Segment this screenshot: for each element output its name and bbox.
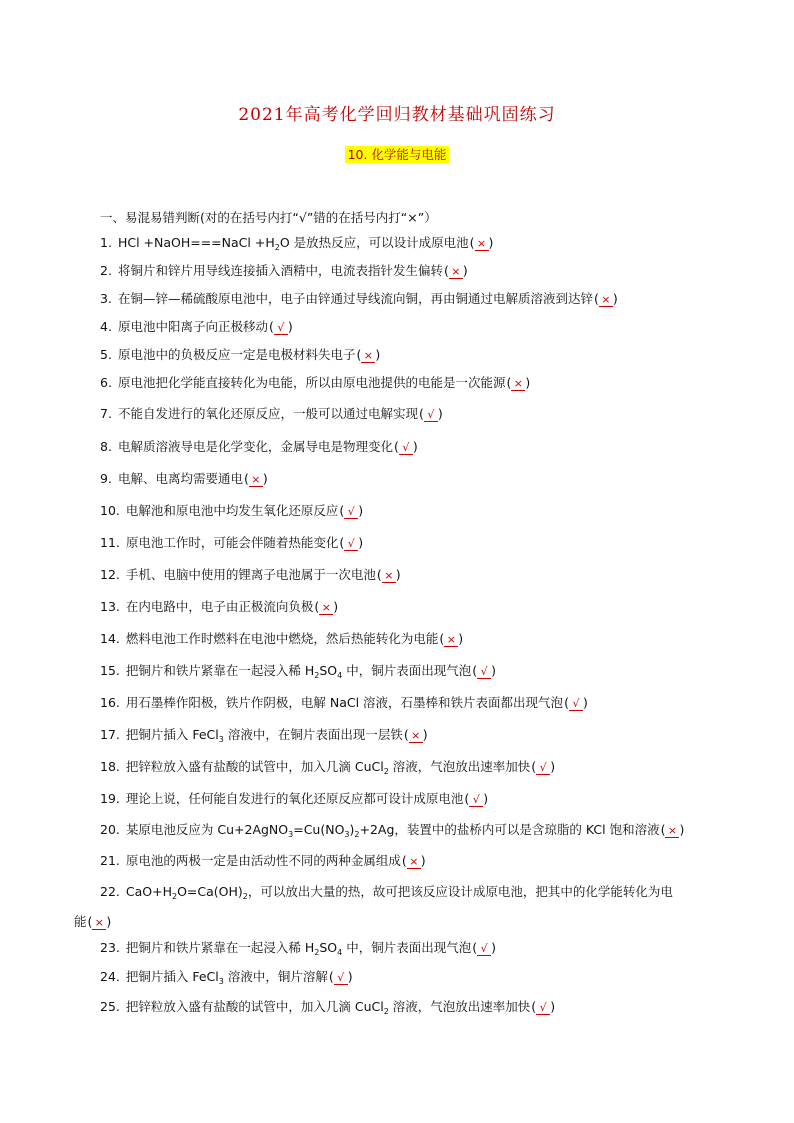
cross-mark: ×: [599, 293, 613, 307]
paren-open: (: [339, 535, 345, 550]
paren-open: (: [87, 914, 93, 929]
paren-open: (: [356, 347, 362, 362]
paren-open: (: [403, 727, 409, 742]
subscript: 2: [383, 767, 389, 776]
answer-parentheses: [394, 439, 418, 455]
paren-open: (: [564, 695, 569, 710]
question-item: [100, 661, 730, 679]
text-run: 电解、电离均需要通电: [117, 471, 243, 486]
subscript: 2: [383, 1007, 389, 1016]
paren-open: (: [531, 759, 537, 774]
paren-close: ): [395, 567, 401, 582]
question-text: [126, 663, 471, 678]
answer-parentheses: [594, 291, 618, 307]
question-number: 22.: [100, 884, 120, 899]
question-text: [126, 535, 339, 550]
question-item: [74, 877, 730, 937]
question-text: [118, 347, 356, 362]
answer-parentheses: [464, 791, 488, 807]
check-mark: √: [477, 942, 491, 956]
subscript: 3: [344, 830, 350, 839]
question-item: [100, 469, 730, 487]
question-number: 12.: [100, 567, 120, 582]
paren-close: ): [612, 291, 618, 306]
paren-open: (: [472, 940, 478, 955]
text-run: 电解质溶液导电是化学变化，金属导电是物理变化: [117, 439, 393, 454]
check-mark: √: [334, 971, 348, 985]
question-number: 16.: [100, 695, 120, 710]
question-number: 1.: [100, 235, 112, 250]
page-title: 2021年高考化学回归教材基础巩固练习: [238, 105, 556, 125]
cross-mark: ×: [444, 633, 458, 647]
paren-close: ): [679, 822, 685, 837]
paren-open: (: [376, 567, 382, 582]
subscript: 3: [218, 735, 224, 744]
text-run: O=Ca(OH): [177, 884, 243, 899]
check-mark: √: [274, 321, 288, 335]
paren-close: ): [491, 663, 496, 678]
answer-parentheses: [404, 727, 428, 743]
answer-parentheses: [329, 969, 353, 985]
text-run: 中，铜片表面出现气泡: [342, 940, 472, 955]
text-run: =Cu(NO: [293, 822, 345, 837]
text-run: 不能自发进行的氧化还原反应，一般可以通过电解实现: [117, 406, 418, 421]
paren-open: (: [328, 969, 334, 984]
text-run: 原电池把化学能直接转化为电能，所以由原电池提供的电能是一次能源: [117, 375, 506, 390]
question-text: [118, 375, 506, 390]
cross-mark: ×: [319, 601, 333, 615]
question-item: [100, 404, 730, 422]
question-text: [126, 631, 439, 646]
question-item: [100, 533, 730, 551]
question-text: [118, 291, 593, 306]
text-run: 燃料电池工作时燃料在电池中燃烧，然后热能转化为电能: [125, 631, 439, 646]
question-text: [126, 884, 673, 899]
text-run: SO: [319, 663, 338, 678]
paren-open: (: [506, 375, 512, 390]
paren-open: (: [439, 631, 445, 646]
cross-mark: ×: [475, 237, 489, 251]
question-text: [126, 940, 471, 955]
question-number: 20.: [100, 822, 120, 837]
answer-parentheses: [472, 663, 496, 679]
text-run: ): [349, 822, 355, 837]
question-number: 2.: [100, 263, 112, 278]
question-item: [100, 501, 730, 519]
question-number: 24.: [100, 969, 120, 984]
question-number: 19.: [100, 791, 120, 806]
answer-parentheses: [419, 406, 443, 422]
question-item: [100, 261, 730, 279]
cross-mark: ×: [449, 265, 463, 279]
paren-close: ): [525, 375, 531, 390]
paren-close: ): [106, 914, 112, 929]
text-run: 把铜片和铁片紧靠在一起浸入稀 H: [125, 940, 315, 955]
check-mark: √: [344, 505, 358, 519]
subscript: 2: [314, 948, 320, 957]
question-number: 11.: [100, 535, 120, 550]
question-item: [100, 437, 730, 455]
answer-parentheses: [377, 567, 401, 583]
answer-parentheses: [339, 535, 363, 551]
text-run: 某原电池反应为 Cu+2AgNO: [125, 822, 289, 837]
paren-close: ): [491, 940, 496, 955]
paren-open: (: [268, 319, 274, 334]
answer-parentheses: [472, 940, 496, 956]
question-item: [100, 233, 730, 251]
question-item: [100, 967, 730, 985]
question-item: [100, 725, 730, 743]
question-text: [118, 235, 469, 250]
text-run: 电解池和原电池中均发生氧化还原反应: [125, 503, 339, 518]
paren-close: ): [488, 235, 494, 250]
question-text: [126, 503, 339, 518]
subtitle-wrap: [0, 146, 794, 164]
question-item: [100, 373, 730, 391]
question-number: 23.: [100, 940, 120, 955]
text-run: +2Ag，装置中的盐桥内可以是含琼脂的 KCl 饱和溶液: [359, 822, 660, 837]
answer-parentheses: [244, 471, 268, 487]
subscript: 2: [242, 892, 248, 901]
answer-parentheses: [439, 631, 463, 647]
text-run: 原电池的两极一定是由活动性不同的两种金属组成: [125, 853, 401, 868]
question-number: 25.: [100, 999, 120, 1014]
answer-parentheses: [661, 822, 685, 838]
text-run: 把锌粒放入盛有盐酸的试管中，加入几滴 CuCl: [125, 999, 384, 1014]
check-mark: √: [569, 697, 583, 711]
question-number: 8.: [100, 439, 112, 454]
answer-parentheses: [356, 347, 380, 363]
question-item: [100, 851, 730, 869]
question-text: [118, 319, 268, 334]
question-text: [126, 999, 530, 1014]
text-run: 原电池中的负极反应一定是电极材料失电子: [117, 347, 356, 362]
check-mark: √: [477, 665, 491, 679]
check-mark: √: [424, 408, 438, 422]
question-item: [100, 597, 730, 615]
text-run: 手机、电脑中使用的锂离子电池属于一次电池: [125, 567, 376, 582]
question-number: 13.: [100, 599, 120, 614]
question-text: [126, 822, 660, 837]
cross-mark: ×: [407, 855, 421, 869]
text-run: 中，铜片表面出现气泡: [342, 663, 472, 678]
answer-parentheses: [339, 503, 363, 519]
check-mark: √: [469, 793, 483, 807]
paren-open: (: [472, 663, 478, 678]
question-text: [126, 759, 530, 774]
question-number: 15.: [100, 663, 120, 678]
paren-close: ): [375, 347, 381, 362]
text-run: 溶液中，铜片溶解: [223, 969, 328, 984]
paren-close: ): [422, 727, 428, 742]
paren-open: (: [443, 263, 449, 278]
paren-close: ): [462, 263, 468, 278]
paren-close: ): [582, 695, 588, 710]
paren-close: ): [550, 759, 556, 774]
text-run: 把铜片和铁片紧靠在一起浸入稀 H: [125, 663, 315, 678]
answer-parentheses: [402, 853, 426, 869]
text-run: HCl +NaOH===NaCl +H: [117, 235, 275, 250]
question-number: 5.: [100, 347, 112, 362]
question-number: 4.: [100, 319, 112, 334]
subscript: 4: [337, 671, 343, 680]
text-run: 溶液，气泡放出速率加快: [388, 759, 531, 774]
text-run: 在铜—锌—稀硫酸原电池中，电子由锌通过导线流向铜，再由铜通过电解质溶液到达锌: [117, 291, 593, 306]
text-run: ，可以放出大量的热，故可把该反应设计成原电池，把其中的化学能转化为电: [247, 884, 673, 899]
check-mark: √: [536, 761, 550, 775]
subscript: 2: [354, 830, 360, 839]
subscript: 2: [314, 671, 320, 680]
text-run: 能: [74, 914, 87, 929]
page-subtitle: 10. 化学能与电能: [345, 146, 450, 163]
answer-parentheses: [314, 599, 338, 615]
cross-mark: ×: [92, 916, 106, 930]
question-number: 17.: [100, 727, 120, 742]
paren-open: (: [464, 791, 470, 806]
question-text: [118, 471, 243, 486]
text-run: CaO+H: [125, 884, 172, 899]
cross-mark: ×: [249, 473, 263, 487]
subscript: 4: [337, 948, 343, 957]
cross-mark: ×: [511, 377, 525, 391]
cross-mark: ×: [361, 349, 375, 363]
cross-mark: ×: [382, 569, 396, 583]
paren-close: ): [458, 631, 464, 646]
question-text: [126, 727, 403, 742]
subscript: 2: [274, 243, 280, 252]
paren-open: (: [401, 853, 407, 868]
text-run: O 是放热反应，可以设计成原电池: [279, 235, 469, 250]
question-number: 14.: [100, 631, 120, 646]
answer-parentheses: [470, 235, 494, 251]
question-number: 3.: [100, 291, 112, 306]
question-text: [126, 791, 464, 806]
cross-mark: ×: [409, 729, 423, 743]
paren-open: (: [339, 503, 345, 518]
paren-close: ): [287, 319, 293, 334]
paren-close: ): [358, 503, 364, 518]
question-number: 21.: [100, 853, 120, 868]
paren-close: ): [483, 791, 489, 806]
question-item: [100, 757, 730, 775]
paren-open: (: [243, 471, 249, 486]
subscript: 3: [218, 977, 224, 986]
question-number: 9.: [100, 471, 112, 486]
paren-open: (: [393, 439, 399, 454]
question-item: [100, 629, 730, 647]
answer-parentheses: [444, 263, 468, 279]
paren-open: (: [660, 822, 666, 837]
question-text-continued: [74, 907, 730, 937]
text-run: 用石墨棒作阳极，铁片作阴极，电解 NaCl 溶液，石墨棒和铁片表面都出现气泡: [125, 695, 564, 710]
paren-close: ): [412, 439, 418, 454]
text-run: 原电池中阳离子向正极移动: [117, 319, 268, 334]
paren-close: ): [550, 999, 556, 1014]
paren-close: ): [420, 853, 426, 868]
paren-open: (: [469, 235, 475, 250]
text-run: 溶液，气泡放出速率加快: [388, 999, 531, 1014]
question-text: [118, 406, 418, 421]
paren-close: ): [437, 406, 443, 421]
text-run: SO: [319, 940, 338, 955]
paren-close: ): [358, 535, 364, 550]
question-item: [100, 820, 730, 838]
text-run: 理论上说，任何能自发进行的氧化还原反应都可设计成原电池: [125, 791, 464, 806]
text-run: 原电池工作时，可能会伴随着热能变化: [125, 535, 339, 550]
text-run: 把铜片插入 FeCl: [125, 727, 219, 742]
question-item: [100, 938, 730, 956]
question-text: [126, 853, 401, 868]
paren-open: (: [593, 291, 599, 306]
question-item: [100, 565, 730, 583]
check-mark: √: [344, 537, 358, 551]
question-text: [126, 695, 563, 710]
paren-open: (: [314, 599, 320, 614]
check-mark: √: [399, 441, 413, 455]
answer-parentheses: [564, 695, 588, 711]
answer-parentheses: [269, 319, 293, 335]
question-text: [126, 969, 328, 984]
question-item: [100, 789, 730, 807]
question-item: [100, 693, 730, 711]
paren-close: ): [347, 969, 353, 984]
answer-parentheses: [531, 759, 555, 775]
text-run: 将铜片和锌片用导线连接插入酒精中，电流表指针发生偏转: [117, 263, 443, 278]
question-text: [126, 567, 376, 582]
question-number: 18.: [100, 759, 120, 774]
subscript: 3: [288, 830, 294, 839]
question-item: [100, 345, 730, 363]
text-run: 在内电路中，电子由正极流向负极: [125, 599, 314, 614]
text-run: 把铜片插入 FeCl: [125, 969, 219, 984]
text-run: 溶液中，在铜片表面出现一层铁: [223, 727, 403, 742]
paren-open: (: [418, 406, 424, 421]
paren-close: ): [262, 471, 268, 486]
paren-close: ): [333, 599, 339, 614]
question-item: [100, 289, 730, 307]
subscript: 2: [172, 892, 178, 901]
question-text: [126, 599, 314, 614]
cross-mark: ×: [665, 824, 679, 838]
check-mark: √: [536, 1001, 550, 1015]
answer-parentheses: [88, 907, 112, 937]
question-text: [118, 439, 393, 454]
question-number: 6.: [100, 375, 112, 390]
answer-parentheses: [506, 375, 530, 391]
text-run: 把锌粒放入盛有盐酸的试管中，加入几滴 CuCl: [125, 759, 384, 774]
section-heading: 一、易混易错判断(对的在括号内打“√”错的在括号内打“×”）: [100, 210, 437, 225]
paren-open: (: [531, 999, 537, 1014]
question-text: [118, 263, 443, 278]
question-item: [100, 317, 730, 335]
question-number: 10.: [100, 503, 120, 518]
answer-parentheses: [531, 999, 555, 1015]
question-number: 7.: [100, 406, 112, 421]
question-item: [100, 997, 730, 1015]
